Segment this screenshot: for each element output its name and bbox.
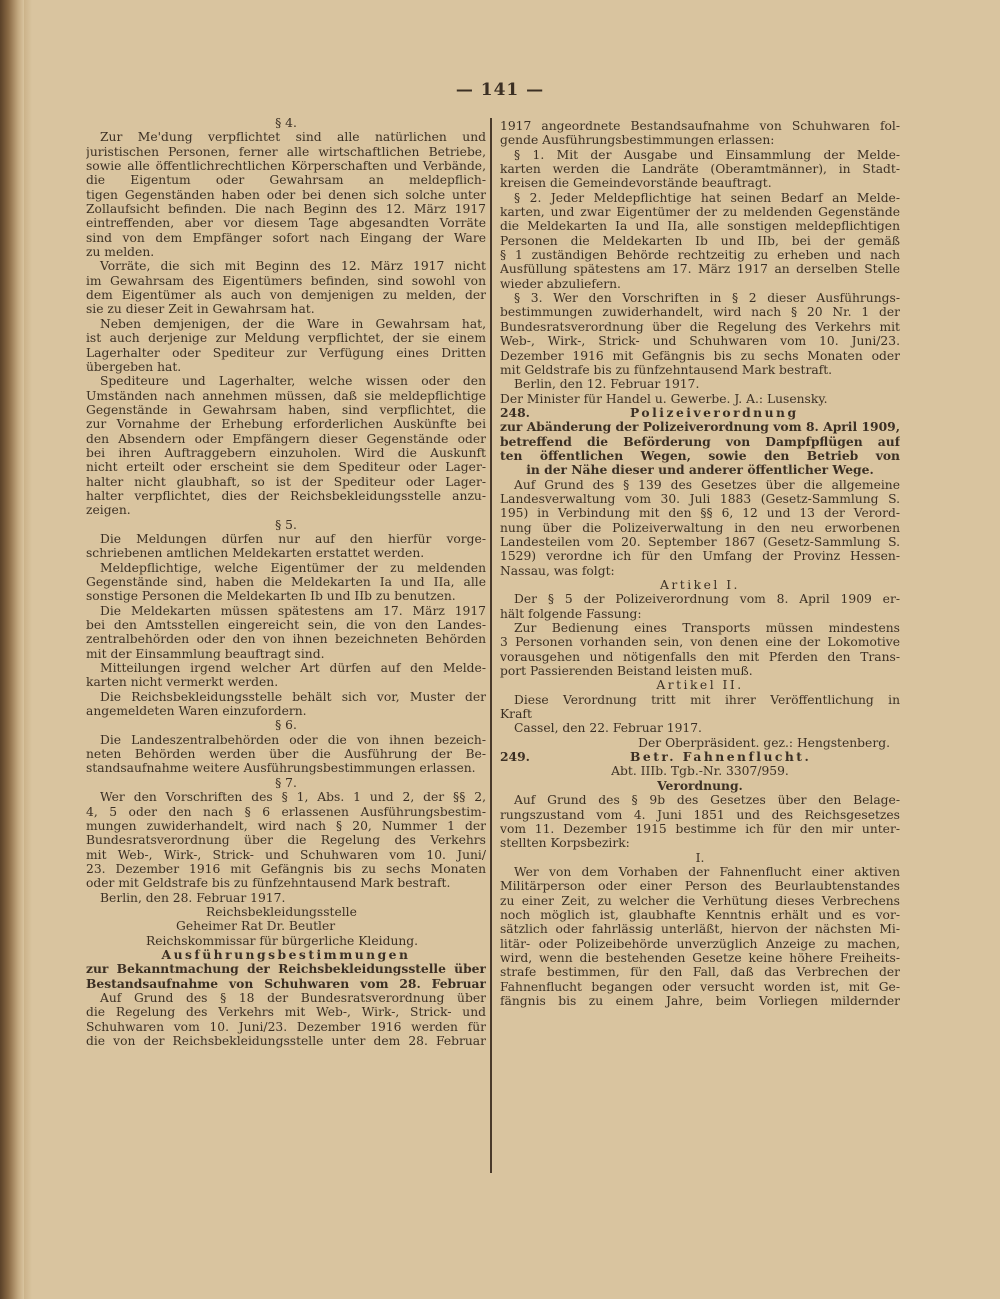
text-line: sätzlich oder fahrlässig unterläßt, hiervon der nächsten Mi-: [500, 922, 900, 937]
text-line: 3 Personen vorhanden sein, von denen eine der Lokomotive: [500, 635, 900, 650]
text-line: sind von dem Empfänger sofort nach Eingang der Ware: [86, 230, 486, 245]
text-line: mit Web-, Wirk-, Strick- und Schuhwaren vom 10. Juni/: [86, 847, 486, 862]
text-line: Militärperson oder einer Person des Beurlaubtenstandes: [500, 879, 900, 894]
text-block: [500, 793, 900, 850]
text-block: [86, 733, 486, 776]
text-line: mit der Einsammlung beauftragt sind.: [86, 646, 325, 661]
text-line: Spediteure und Lagerhalter, welche wissen oder den: [100, 374, 486, 389]
text-line: karten, und zwar Eigentümer der zu meldenden Gegenstände: [500, 205, 900, 220]
text-line: Schuhwaren vom 10. Juni/23. Dezember 1916 werden für: [86, 1019, 486, 1034]
text-line: § 3. Wer den Vorschriften in § 2 dieser Ausführungs-: [514, 291, 900, 306]
text-line: Die Landeszentralbehörden oder die von ihnen bezeich-: [100, 732, 486, 747]
text-line: Lagerhalter oder Spediteur zur Verfügung eines Dritten: [86, 345, 486, 360]
text-line: 4, 5 oder den nach § 6 erlassenen Ausführungsbestim-: [86, 804, 486, 819]
text-block: [500, 119, 900, 148]
text-line: noch möglich ist, glaubhafte Kenntnis erhält und es vor-: [500, 907, 900, 922]
text-line: wird, wenn die bestehenden Gesetze keine höhere Freiheits-: [500, 950, 900, 965]
text-block: [500, 377, 900, 391]
text-line: karten werden die Landräte (Oberamtmänner), in Stadt-: [500, 162, 900, 177]
column-divider: [490, 118, 492, 1173]
text-line: § 6.: [275, 718, 297, 733]
text-line: dem Eigentümer als auch von demjenigen zu melden, der: [86, 288, 486, 303]
text-block: [500, 851, 900, 865]
text-line: Die Meldungen dürfen nur auf den hierfür vorge-: [100, 531, 486, 546]
text-line: ten öffentlichen Wegen, sowie den Betrieb von: [500, 448, 900, 463]
text-line: oder mit Geldstrafe bis zu fünfzehntausend Mark bestraft.: [86, 876, 451, 891]
text-line: Vorräte, die sich mit Beginn des 12. März 1917 nicht: [100, 259, 486, 274]
text-line: Fahnenflucht begangen oder versucht worden ist, mit Ge-: [500, 979, 900, 994]
section-heading: [500, 750, 900, 764]
text-line: die Eigentum oder Gewahrsam an meldepflich-: [86, 173, 486, 188]
text-line: Gegenstände sind, haben die Meldekarten Ia und IIa, alle: [86, 575, 486, 589]
text-block: [86, 690, 486, 719]
text-line: 195) in Verbindung mit den §§ 6, 12 und 13 der Verord-: [500, 506, 900, 521]
text-line: Nassau, was folgt:: [500, 563, 615, 578]
text-line: schriebenen amtlichen Meldekarten erstattet werden.: [86, 546, 425, 561]
text-line: Diese Verordnung tritt mit ihrer Veröffentlichung in: [514, 692, 900, 707]
text-block: [500, 148, 900, 191]
text-line: den Absendern oder Empfängern dieser Gegenstände oder: [86, 431, 486, 446]
text-block: [500, 764, 900, 778]
text-block: [500, 721, 900, 735]
text-line: Der § 5 der Polizeiverordnung vom 8. April 1909 er-: [514, 592, 900, 607]
text-line: Zur Me'dung verpflichtet sind alle natürlichen und: [100, 130, 486, 145]
text-line: Kraft: [500, 707, 532, 722]
text-line: Bestandsaufnahme von Schuhwaren vom 28. Februar: [86, 976, 486, 991]
text-block: [86, 532, 486, 561]
text-line: wieder abzuliefern.: [500, 276, 621, 291]
text-line: die Meldekarten Ia und IIa, alle sonstigen meldepflichtigen: [500, 219, 900, 234]
text-block: [500, 463, 900, 477]
text-line: Cassel, den 22. Februar 1917.: [514, 721, 702, 736]
text-line: strafe bestimmen, für den Fall, daß das Verbrechen der: [500, 965, 900, 980]
text-line: halter verpflichtet, dies der Reichsbekleidungsstelle anzu-: [86, 488, 486, 503]
text-block: [86, 518, 486, 532]
text-line: stellten Korpsbezirk:: [500, 836, 630, 851]
text-line: zentralbehörden oder den von ihnen bezeichneten Behörden: [86, 632, 486, 647]
text-line: die Regelung des Verkehrs mit Web-, Wirk-, Strick- und: [86, 1005, 486, 1020]
text-block: [500, 865, 900, 1008]
text-line: Reichskommissar für bürgerliche Kleidung.: [146, 933, 419, 948]
text-line: Der Oberpräsident. gez.: Hengstenberg.: [638, 735, 890, 750]
text-line: 23. Dezember 1916 mit Gefängnis bis zu sechs Monaten: [86, 861, 486, 876]
text-line: 1529) verordne ich für den Umfang der Provinz Hessen-: [500, 549, 900, 564]
section-title: Betr. Fahnenflucht.: [630, 750, 812, 765]
text-line: Die Meldekarten müssen spätestens am 17. März 1917: [100, 603, 486, 618]
text-line: mit Geldstrafe bis zu fünfzehntausend Mark bestraft.: [500, 362, 833, 377]
text-line: Wer den Vorschriften des § 1, Abs. 1 und 2, der §§ 2,: [100, 790, 486, 805]
text-line: Zur Bedienung eines Transports müssen mindestens: [514, 621, 900, 636]
section-number: 248.: [500, 405, 530, 420]
left-column: [86, 116, 486, 1048]
text-block: [500, 736, 900, 750]
text-line: zur Vornahme der Erhebung erforderlichen Auskünfte bei: [86, 417, 486, 432]
text-line: karten nicht vermerkt werden.: [86, 675, 279, 690]
text-line: bestimmungen zuwiderhandelt, wird nach § 20 Nr. 1 der: [500, 305, 900, 320]
text-line: Ausfüllung spätestens am 17. März 1917 an derselben Stelle: [500, 262, 900, 277]
section-heading: [500, 406, 900, 420]
text-block: [500, 621, 900, 678]
text-block: [86, 661, 486, 690]
text-line: Berlin, den 12. Februar 1917.: [514, 377, 700, 392]
text-line: § 4.: [275, 116, 297, 130]
text-line: Bundesratsverordnung über die Regelung des Verkehrs mit: [500, 319, 900, 334]
text-line: § 5.: [275, 517, 297, 532]
text-block: [86, 934, 486, 948]
text-block: [86, 317, 486, 374]
text-block: [500, 392, 900, 406]
section-title: Polizeiverordnung: [630, 405, 799, 420]
text-line: § 7.: [275, 775, 297, 790]
text-line: Personen die Meldekarten Ib und IIb, bei der gemäß: [500, 233, 900, 248]
text-line: hält folgende Fassung:: [500, 606, 642, 621]
text-line: im Gewahrsam des Eigentümers befinden, sind sowohl von: [86, 273, 486, 288]
text-line: vorausgehen und nötigenfalls den mit Pferden den Trans-: [500, 649, 900, 664]
page-edge: [24, 0, 32, 1299]
text-line: Landesteilen vom 20. September 1867 (Gesetz-Sammlung S.: [500, 534, 900, 549]
text-line: § 1. Mit der Ausgabe und Einsammlung der Melde-: [514, 147, 900, 162]
text-line: zur Bekanntmachung der Reichsbekleidungsstelle über: [86, 962, 486, 977]
text-line: Meldepflichtige, welche Eigentümer der zu meldenden: [100, 560, 486, 575]
text-line: port Passierenden Beistand leisten muß.: [500, 664, 753, 679]
text-line: rungszustand vom 4. Juni 1851 und des Reichsgesetzes: [500, 807, 900, 822]
text-line: Verordnung.: [657, 778, 743, 793]
text-line: sowie alle öffentlichrechtlichen Körperschaften und Verbände,: [86, 159, 486, 174]
text-line: kreisen die Gemeindevorstände beauftragt.: [500, 176, 772, 191]
text-line: Web-, Wirk-, Strick- und Schuhwaren vom 10. Juni/23.: [500, 334, 900, 349]
text-line: die von der Reichsbekleidungsstelle unter dem 28. Februar: [86, 1034, 486, 1048]
section-number: 249.: [500, 750, 530, 765]
text-line: Ausführungsbestimmungen: [161, 947, 411, 962]
text-line: Dezember 1916 mit Gefängnis bis zu sechs Monaten oder: [500, 348, 900, 363]
text-block: [86, 905, 486, 919]
text-line: in der Nähe dieser und anderer öffentlicher Wege.: [526, 463, 874, 478]
text-line: nicht erteilt oder erscheint sie dem Spediteur oder Lager-: [86, 460, 486, 475]
text-line: 1917 angeordnete Bestandsaufnahme von Schuhwaren fol-: [500, 119, 900, 133]
text-line: vom 11. Dezember 1915 bestimme ich für den mir unter-: [500, 821, 900, 836]
text-line: Auf Grund des § 18 der Bundesratsverordnung über: [100, 990, 486, 1005]
text-block: [86, 259, 486, 316]
text-line: Artikel I.: [660, 578, 740, 592]
text-line: Geheimer Rat Dr. Beutler: [176, 919, 336, 934]
text-block: [86, 991, 486, 1048]
text-line: juristischen Personen, ferner alle wirtschaftlichen Betriebe,: [86, 144, 486, 159]
text-line: bei den Amtsstellen eingereicht sein, die von den Landes-: [86, 618, 486, 633]
text-block: [86, 776, 486, 790]
text-line: zeigen.: [86, 503, 131, 518]
text-block: [86, 718, 486, 732]
text-line: sie zu dieser Zeit in Gewahrsam hat.: [86, 302, 315, 317]
text-line: eintreffenden, aber vor diesem Tage abgesandten Vorräte: [86, 216, 486, 231]
text-block: [86, 604, 486, 661]
text-block: [86, 561, 486, 604]
text-line: tigen Gegenständen haben oder bei denen sich solche unter: [86, 187, 486, 202]
text-line: Auf Grund des § 9b des Gesetzes über den Belage-: [514, 793, 900, 808]
text-line: halter nicht glaubhaft, so ist der Spediteur oder Lager-: [86, 474, 486, 489]
text-line: mungen zuwiderhandelt, wird nach § 20, Nummer 1 der: [86, 818, 486, 833]
text-line: zu einer Zeit, zu welcher die Verhütung dieses Verbrechens: [500, 893, 900, 908]
text-block: [86, 962, 486, 991]
text-line: Die Reichsbekleidungsstelle behält sich vor, Muster der: [100, 689, 486, 704]
text-line: angemeldeten Waren einzufordern.: [86, 704, 307, 719]
text-line: Artikel II.: [656, 678, 744, 693]
page-number: — 141 —: [455, 80, 545, 100]
text-line: fängnis bis zu einem Jahre, beim Vorliegen mildernder: [500, 993, 900, 1008]
text-line: Auf Grund des § 139 des Gesetzes über die allgemeine: [514, 477, 900, 492]
text-block: [86, 919, 486, 933]
text-block: [86, 130, 486, 259]
text-block: [500, 478, 900, 578]
text-block: [500, 191, 900, 291]
text-block: [500, 678, 900, 692]
text-block: [86, 891, 486, 905]
binding-gutter: [0, 0, 24, 1299]
text-line: betreffend die Beförderung von Dampfpflügen auf: [500, 434, 900, 449]
text-line: bei ihren Auftraggebern einzuholen. Wird die Auskunft: [86, 445, 486, 460]
text-line: § 1 zuständigen Behörde rechtzeitig zu erheben und nach: [500, 248, 900, 263]
text-line: Wer von dem Vorhaben der Fahnenflucht einer aktiven: [514, 864, 900, 879]
text-line: Berlin, den 28. Februar 1917.: [100, 890, 286, 905]
text-block: [500, 578, 900, 592]
text-block: [500, 779, 900, 793]
text-line: Reichsbekleidungsstelle: [206, 904, 357, 919]
text-block: [86, 948, 486, 962]
text-block: [500, 291, 900, 377]
text-line: zur Abänderung der Polizeiverordnung vom 8. April 1909,: [500, 420, 900, 435]
text-line: Neben demjenigen, der die Ware in Gewahrsam hat,: [100, 316, 486, 331]
text-line: Zollaufsicht befinden. Die nach Beginn des 12. März 1917: [86, 202, 486, 217]
text-line: sonstige Personen die Meldekarten Ib und IIb zu benutzen.: [86, 589, 456, 604]
right-column: [500, 119, 900, 1008]
text-block: [500, 592, 900, 621]
text-block: [86, 116, 486, 130]
text-block: [86, 374, 486, 517]
text-line: gende Ausführungsbestimmungen erlassen:: [500, 133, 775, 148]
text-line: I.: [695, 850, 705, 865]
text-line: neten Behörden werden über die Ausführung der Be-: [86, 747, 486, 762]
text-line: übergeben hat.: [86, 359, 182, 374]
text-line: zu melden.: [86, 245, 155, 260]
text-line: § 2. Jeder Meldepflichtige hat seinen Bedarf an Melde-: [514, 190, 900, 205]
text-line: Bundesratsverordnung über die Regelung des Verkehrs: [86, 833, 486, 848]
text-block: [500, 693, 900, 722]
text-block: [86, 790, 486, 890]
text-block: [500, 420, 900, 463]
text-line: litär- oder Polizeibehörde unverzüglich Anzeige zu machen,: [500, 936, 900, 951]
text-line: Landesverwaltung vom 30. Juli 1883 (Gesetz-Sammlung S.: [500, 491, 900, 506]
text-line: Mitteilungen irgend welcher Art dürfen auf den Melde-: [100, 661, 486, 676]
text-line: Abt. IIIb. Tgb.-Nr. 3307/959.: [611, 764, 789, 779]
text-line: Gegenstände in Gewahrsam haben, sind verpflichtet, die: [86, 402, 486, 417]
text-line: standsaufnahme weitere Ausführungsbestimmungen erlassen.: [86, 761, 476, 776]
text-line: Umständen nach annehmen müssen, daß sie meldepflichtige: [86, 388, 486, 403]
text-line: nung über die Polizeiverwaltung in den neu erworbenen: [500, 520, 900, 535]
text-line: ist auch derjenige zur Meldung verpflichtet, der sie einem: [86, 331, 486, 346]
text-line: Der Minister für Handel u. Gewerbe. J. A.: Lusensky.: [500, 391, 828, 406]
